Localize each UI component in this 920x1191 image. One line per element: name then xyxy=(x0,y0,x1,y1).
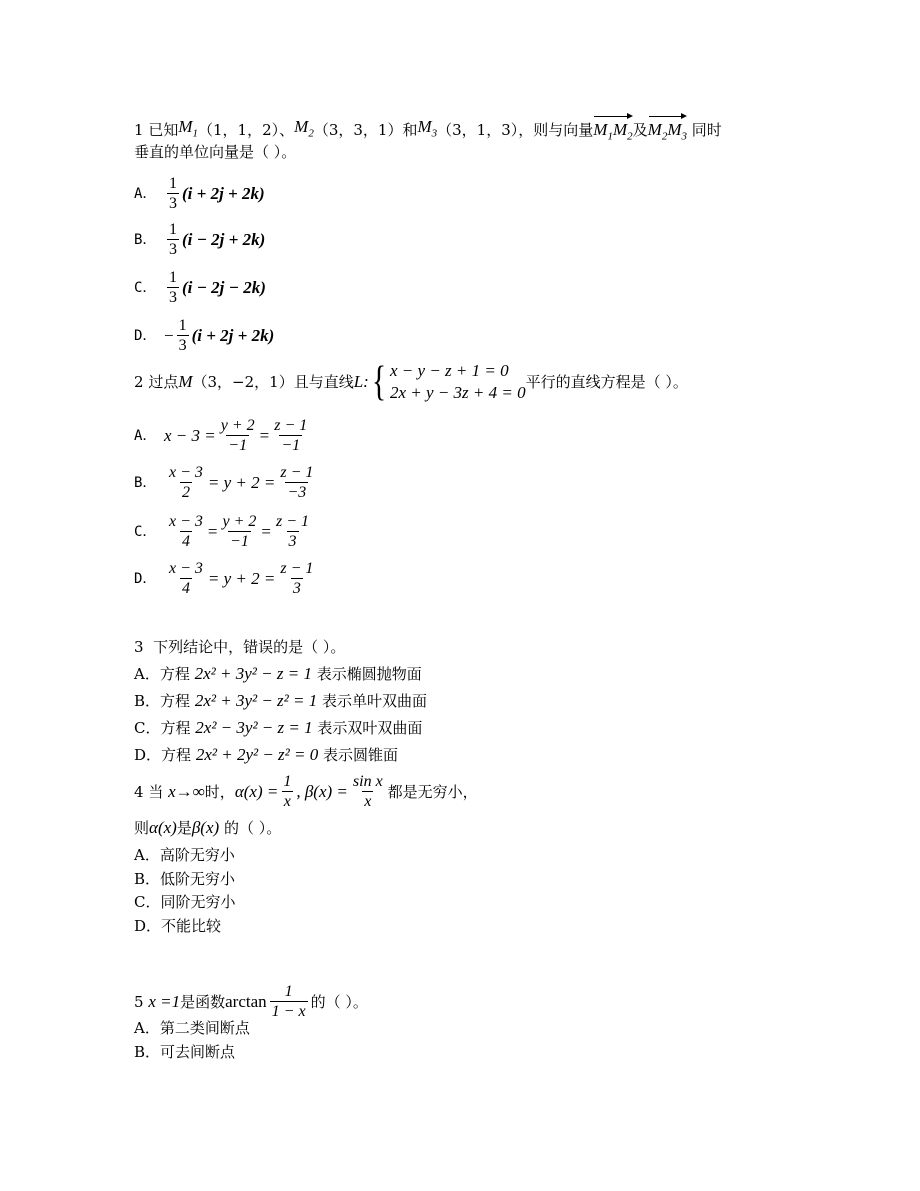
question-number: 4 xyxy=(134,782,144,801)
question-number: 1 xyxy=(134,121,144,140)
question-number: 5 xyxy=(134,992,144,1011)
line-equation-system: { x − y − z + 1 = 0 2x + y − 3z + 4 = 0 xyxy=(371,359,526,405)
question-4-stem-line2: 则α(x)是β(x) 的（ ）。 xyxy=(134,818,282,837)
question-3-option-d: D．方程 2x² + 2y² − z² = 0 表示圆锥面 xyxy=(134,745,399,764)
question-3-option-c: C．方程 2x² − 3y² − z = 1 表示双叶双曲面 xyxy=(134,718,423,737)
question-3-option-b: B．方程 2x² + 3y² − z² = 1 表示单叶双曲面 xyxy=(134,691,428,710)
question-number: 2 xyxy=(134,373,144,391)
question-5-option-a: A．第二类间断点 xyxy=(134,1019,250,1037)
question-1-option-a: A． $\frac{1}{3}$ (i + 2j + 2k) xyxy=(134,175,265,212)
question-5-option-b: B．可去间断点 xyxy=(134,1043,236,1061)
question-1-option-c: C． $\frac{1}{3}$ (i − 2j − 2k) xyxy=(134,269,266,306)
question-3-stem: 3 下列结论中，错误的是（ ）。 xyxy=(134,638,346,656)
question-4-option-a: A．高阶无穷小 xyxy=(134,846,235,864)
question-4-option-d: D．不能比较 xyxy=(134,917,222,935)
question-1-option-d: D． − $\frac{1}{3}$ (i + 2j + 2k) xyxy=(134,317,275,354)
question-1-stem: 1 已知 $M_1$ （1，1，2）、 $M_2$ （3，3，1）和 $M_3$ （3，1，3），则与向量 $M_1M_2$ 及 $M_2M_3$ 同时 xyxy=(134,114,722,146)
question-2-stem: 2 过点 M （3，−2，1）且与直线 L: { x − y − z + 1 = 0 2x + y − 3z + 4 = 0 平行的直线方程是（ ）。 xyxy=(134,359,688,405)
question-1-option-b: B． $\frac{1}{3}$ (i − 2j + 2k) xyxy=(134,221,266,258)
question-3-option-a: A．方程 2x² + 3y² − z = 1 表示椭圆抛物面 xyxy=(134,664,422,683)
question-2-option-c: C． $\frac{x - 3}{4}$ = $\frac{y + 2}{-1}$ = $\frac{z - 1}{3}$ xyxy=(134,513,310,550)
vector-m1m2: $M_1M_2$ xyxy=(593,114,632,146)
question-2-option-b: B． $\frac{x - 3}{2}$ = y + 2 = $\frac{z - 1}{-3}$ xyxy=(134,464,314,501)
question-4-option-c: C．同阶无穷小 xyxy=(134,893,236,911)
vector-m2m3: $M_2M_3$ xyxy=(648,114,687,146)
question-2-option-a: A． x − 3 = $\frac{y + 2}{-1}$ = $\frac{z - 1}{-1}$ xyxy=(134,417,308,454)
question-2-option-d: D． $\frac{x - 3}{4}$ = y + 2 = $\frac{z - 1}{3}$ xyxy=(134,560,314,597)
question-number: 3 xyxy=(134,638,144,656)
question-5-stem: 5 x =1 是函数 arctan $\frac{1}{1 - x}$ 的（ ）。 xyxy=(134,983,368,1020)
question-4-option-b: B．低阶无穷小 xyxy=(134,870,236,888)
question-4-stem: 4 当 x→∞ 时， α(x) = $\frac{1}{x}$ , β(x) = $\frac{\text{sin x}}{x}$ 都是无穷小， xyxy=(134,773,478,810)
question-1-stem-line2: 垂直的单位向量是（ ）。 xyxy=(134,143,297,161)
